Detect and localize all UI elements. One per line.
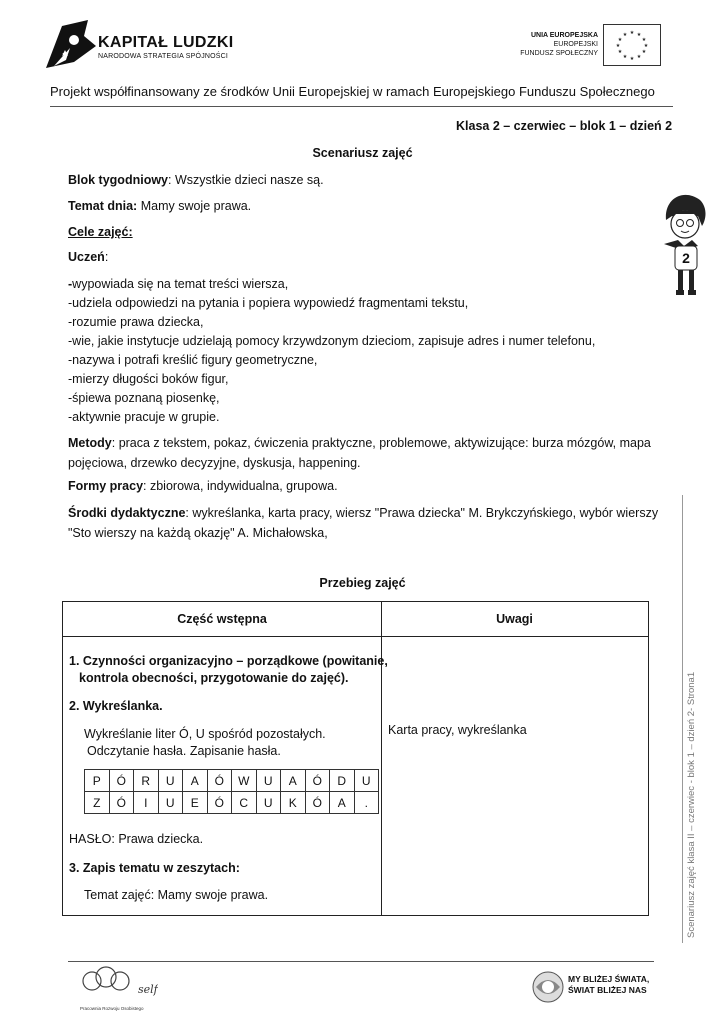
table-column-divider	[381, 602, 382, 915]
self-caption: Pracownia Rozwoju Osobistego	[80, 1006, 144, 1011]
svg-text:★: ★	[617, 49, 623, 55]
grid-cell: Ó	[207, 792, 232, 814]
grid-cell: Ó	[109, 770, 134, 792]
grid-row-2	[85, 792, 379, 814]
col2-header: Uwagi	[496, 612, 533, 626]
grid-cell: D	[330, 770, 355, 792]
item-2-line-2: Odczytanie hasła. Zapisanie hasła.	[87, 744, 281, 758]
temat-value: Mamy swoje prawa.	[137, 199, 252, 213]
doc-title: Scenariusz zajęć	[312, 146, 413, 160]
cele-line	[68, 224, 133, 241]
svg-text:★: ★	[636, 54, 642, 60]
grid-cell: U	[158, 770, 183, 792]
temat-label: Temat dnia:	[68, 199, 138, 213]
item-1	[69, 653, 388, 687]
metody-label: Metody	[68, 436, 112, 450]
side-footer-text: Scenariusz zajęć klasa II – czerwiec - blok 1 – dzień 2- Strona1	[686, 671, 697, 938]
goal-list	[68, 276, 595, 426]
logo-subtitle: NARODOWA STRATEGIA SPÓJNOŚCI	[98, 53, 229, 60]
metody-block	[68, 433, 651, 473]
srodki-line-1: : wykreślanka, karta pracy, wiersz "Prawa dziecka" M. Brykczyńskiego, wybór wierszy	[185, 506, 659, 520]
blok-line	[68, 172, 324, 189]
footer-divider	[68, 961, 654, 962]
metody-line-1: : praca z tekstem, pokaz, ćwiczenia praktyczne, problemowe, aktywizujące: burza mózgów, mapa	[111, 436, 651, 450]
svg-text:★: ★	[622, 54, 628, 60]
uczen-label: Uczeń	[68, 250, 105, 264]
srodki-block	[68, 503, 658, 543]
uczen-colon: :	[104, 250, 109, 264]
girl-mascot-icon	[662, 190, 706, 298]
eu-line-1: UNIA EUROPEJSKA	[530, 32, 598, 39]
grid-cell: Ó	[207, 770, 232, 792]
goal-item: -rozumie prawa dziecka,	[68, 315, 204, 329]
svg-text:★: ★	[615, 43, 621, 49]
grid-cell: P	[85, 770, 110, 792]
eu-flag-icon	[603, 24, 661, 66]
srodki-line-2: "Sto wierszy na każdą okazję" A. Michałowska,	[68, 526, 328, 540]
eu-line-2: EUROPEJSKI	[553, 41, 598, 48]
grid-cell: C	[232, 792, 257, 814]
grid-cell: U	[158, 792, 183, 814]
grid-cell: I	[134, 792, 159, 814]
grid-cell: .	[354, 792, 379, 814]
goal-item: -śpiewa poznaną piosenkę,	[68, 391, 220, 405]
grid-cell: R	[134, 770, 159, 792]
msw-line-1: MY BLIŻEJ ŚWIATA,	[568, 974, 650, 984]
eu-line-3: FUNDUSZ SPOŁECZNY	[520, 50, 598, 57]
uczen-line	[68, 249, 108, 266]
goal-item: -mierzy długości boków figur,	[68, 372, 229, 386]
item-3-title: 3. Zapis tematu w zeszytach:	[69, 861, 240, 875]
grid-cell: K	[281, 792, 306, 814]
cele-label: Cele zajęć:	[68, 225, 133, 239]
grid-cell: U	[256, 792, 281, 814]
side-divider	[682, 495, 683, 943]
item-2-title: 2. Wykreślanka.	[69, 699, 163, 713]
lesson-table	[62, 601, 649, 916]
grid-cell: A	[330, 792, 355, 814]
blok-label: Blok tygodniowy	[68, 173, 168, 187]
svg-text:★: ★	[636, 32, 642, 38]
col1-header: Część wstępna	[177, 612, 267, 626]
letter-grid	[84, 769, 379, 814]
logo-title: KAPITAŁ LUDZKI	[98, 34, 234, 51]
haslo-line: HASŁO: Prawa dziecka.	[69, 832, 204, 846]
grid-cell: W	[232, 770, 257, 792]
grid-cell: A	[183, 770, 208, 792]
temat-line	[68, 198, 251, 215]
goal-item: -nazywa i potrafi kreślić figury geometryczne,	[68, 353, 318, 367]
eu-caption	[520, 31, 598, 58]
grid-cell: Ó	[305, 770, 330, 792]
goal-item: -wie, jakie instytucje udzielają pomocy krzywdzonym dzieciom, zapisuje adres i numer telefonu,	[68, 334, 596, 348]
self-logo	[78, 963, 158, 1015]
girl-badge: 2	[682, 250, 690, 266]
svg-text:★: ★	[643, 43, 649, 49]
table-header-divider	[63, 636, 648, 637]
grid-cell: A	[281, 770, 306, 792]
class-info: Klasa 2 – czerwiec – blok 1 – dzień 2	[456, 119, 673, 133]
srodki-label: Środki dydaktyczne	[68, 506, 186, 520]
formy-line	[68, 478, 338, 495]
svg-text:★: ★	[622, 32, 628, 38]
msw-caption	[568, 974, 649, 996]
project-line: Projekt współfinansowany ze środków Unii Europejskiej w ramach Europejskiego Funduszu Społecznego	[50, 84, 655, 99]
msw-line-2: ŚWIAT BLIŻEJ NAS	[568, 985, 647, 995]
item-1-line-1: 1. Czynności organizacyjno – porządkowe (powitanie,	[69, 654, 388, 668]
goal-item: -wypowiada się na temat treści wiersza,	[68, 277, 289, 291]
grid-cell: Ó	[305, 792, 330, 814]
item-3-line: Temat zajęć: Mamy swoje prawa.	[84, 888, 269, 902]
metody-line-2: pojęciowa, drzewko decyzyjne, dyskusja, happening.	[68, 456, 361, 470]
blok-value: : Wszystkie dzieci nasze są.	[168, 173, 324, 187]
uwagi-text: Karta pracy, wykreślanka	[388, 723, 527, 737]
goal-item: -udziela odpowiedzi na pytania i popiera wypowiedź fragmentami tekstu,	[68, 296, 469, 310]
svg-text:★: ★	[617, 37, 623, 43]
svg-text:★: ★	[641, 37, 647, 43]
grid-cell: Z	[85, 792, 110, 814]
svg-text:★: ★	[629, 30, 635, 36]
grid-cell: Ó	[109, 792, 134, 814]
header-divider	[50, 106, 673, 107]
item-2-line-1: Wykreślanie liter Ó, U spośród pozostałych.	[84, 727, 326, 741]
grid-cell: E	[183, 792, 208, 814]
grid-cell: U	[256, 770, 281, 792]
formy-label: Formy pracy	[68, 479, 144, 493]
goal-item: -aktywnie pracuje w grupie.	[68, 410, 220, 424]
przebieg-heading: Przebieg zajęć	[319, 576, 406, 590]
grid-cell: U	[354, 770, 379, 792]
svg-text:★: ★	[641, 49, 647, 55]
self-mark: self	[138, 983, 158, 996]
formy-value: : zbiorowa, indywidualna, grupowa.	[143, 479, 338, 493]
grid-row-1	[85, 770, 379, 792]
svg-text:★: ★	[629, 56, 635, 62]
item-1-line-2: kontrola obecności, przygotowanie do zajęć).	[79, 671, 349, 685]
